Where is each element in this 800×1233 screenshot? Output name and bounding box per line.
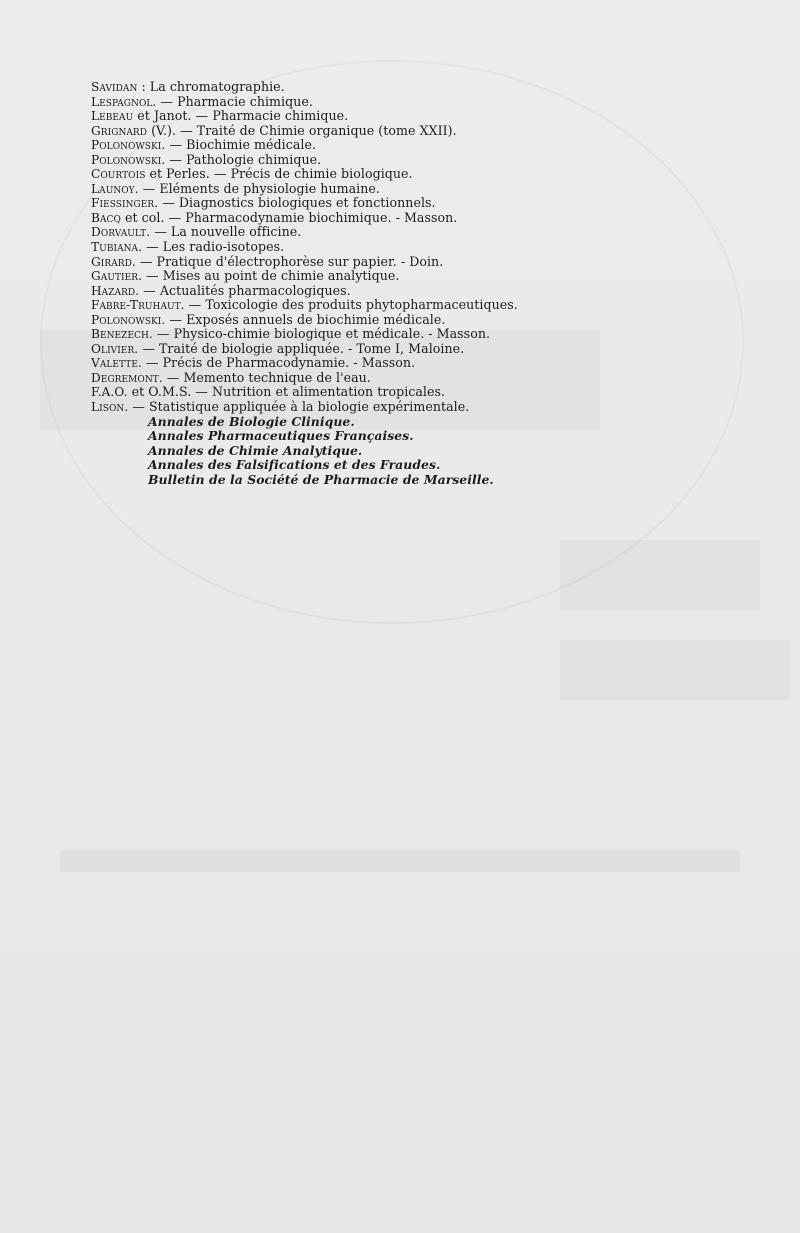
reference-author: Lespagnol. <box>91 94 157 109</box>
bleed-through-band <box>560 640 790 700</box>
reference-title: — Statistique appliquée à la biologie expérimentale. <box>128 399 470 415</box>
journal-entry: Annales des Falsifications et des Fraudes. <box>148 457 441 473</box>
reference-author: Valette. <box>91 356 142 371</box>
reference-title: — La nouvelle officine. <box>150 224 302 240</box>
reference-entry <box>91 240 611 255</box>
reference-title: et O.M.S. — Nutrition et alimentation tropicales. <box>127 384 446 400</box>
reference-entry <box>91 356 611 371</box>
journal-entry: Annales de Biologie Clinique. <box>148 413 355 429</box>
reference-title: — Exposés annuels de biochimie médicale. <box>165 311 446 327</box>
reference-entry <box>91 124 611 139</box>
reference-entry <box>91 313 611 328</box>
reference-author: Savidan <box>91 80 138 94</box>
journal-entry: Bulletin de la Société de Pharmacie de Marseille. <box>148 471 494 487</box>
reference-author: Olivier. <box>91 341 139 356</box>
reference-entry <box>91 225 611 240</box>
reference-title: — Toxicologie des produits phytopharmaceutiques. <box>184 297 518 313</box>
reference-entry <box>91 153 611 168</box>
reference-author: F.A.O. <box>91 385 128 400</box>
reference-entry <box>91 182 611 197</box>
reference-title: et col. — Pharmacodynamie biochimique. - Masson. <box>120 209 458 225</box>
reference-entry <box>91 298 611 313</box>
reference-author: Launoy. <box>91 181 139 196</box>
reference-author: Fabre-Truhaut. <box>91 298 185 313</box>
reference-entry <box>91 138 611 153</box>
reference-entry <box>91 167 611 182</box>
bleed-through-band <box>560 540 760 610</box>
reference-author: Degremont. <box>91 370 163 385</box>
reference-author: Polonowski. <box>91 152 166 167</box>
reference-entry <box>91 196 611 211</box>
reference-author: Lebeau <box>91 109 134 124</box>
reference-title: — Eléments de physiologie humaine. <box>138 180 380 196</box>
reference-title: et Perles. — Précis de chimie biologique. <box>145 166 413 182</box>
reference-entry <box>91 400 611 415</box>
reference-author: Fiessinger. <box>91 196 159 211</box>
reference-title: — Physico-chimie biologique et médicale. - Masson. <box>152 326 491 342</box>
reference-title: — Les radio-isotopes. <box>142 239 285 255</box>
reference-author: Polonowski. <box>91 312 166 327</box>
reference-title: — Diagnostics biologiques et fonctionnels. <box>158 195 436 211</box>
bleed-through-band <box>60 850 740 872</box>
reference-author: Dorvault. <box>91 225 151 240</box>
reference-author: Gautier. <box>91 269 142 284</box>
reference-author: Hazard. <box>91 283 140 298</box>
reference-entry <box>91 342 611 357</box>
journal-entry: Annales Pharmaceutiques Françaises. <box>148 428 414 444</box>
bibliography-list <box>91 80 611 487</box>
reference-author: Grignard <box>91 123 148 138</box>
reference-author: Lison. <box>91 400 129 415</box>
reference-title: — Mises au point de chimie analytique. <box>142 268 400 284</box>
reference-author: Bacq <box>91 210 121 225</box>
reference-entry <box>91 109 611 124</box>
reference-entry <box>91 255 611 270</box>
reference-title: (V.). — Traité de Chimie organique (tome XXII). <box>147 122 457 138</box>
reference-entry <box>91 95 611 110</box>
reference-entry <box>91 80 611 95</box>
reference-author: Benezech. <box>91 327 153 342</box>
reference-entry <box>91 371 611 386</box>
reference-title: : La chromatographie. <box>137 79 285 94</box>
reference-author: Polonowski. <box>91 138 166 153</box>
reference-title: — Traité de biologie appliquée. - Tome I, Maloine. <box>138 340 465 356</box>
reference-author: Tubiana. <box>91 240 143 255</box>
reference-title: — Memento technique de l'eau. <box>162 369 371 385</box>
reference-title: — Actualités pharmacologiques. <box>139 282 351 298</box>
reference-title: — Pathologie chimique. <box>165 151 322 167</box>
reference-title: — Précis de Pharmacodynamie. - Masson. <box>141 355 416 371</box>
reference-entry <box>91 327 611 342</box>
reference-title: — Pratique d'électrophorèse sur papier. - Doin. <box>135 253 444 269</box>
reference-entry <box>91 385 611 400</box>
reference-author: Girard. <box>91 254 136 269</box>
reference-entry <box>91 284 611 299</box>
reference-title: — Biochimie médicale. <box>165 137 317 153</box>
reference-author: Courtois <box>91 167 146 182</box>
reference-title: et Janot. — Pharmacie chimique. <box>133 108 349 124</box>
reference-entry <box>91 269 611 284</box>
reference-entry <box>91 211 611 226</box>
reference-title: — Pharmacie chimique. <box>156 93 313 109</box>
journal-entry: Annales de Chimie Analytique. <box>148 442 363 458</box>
